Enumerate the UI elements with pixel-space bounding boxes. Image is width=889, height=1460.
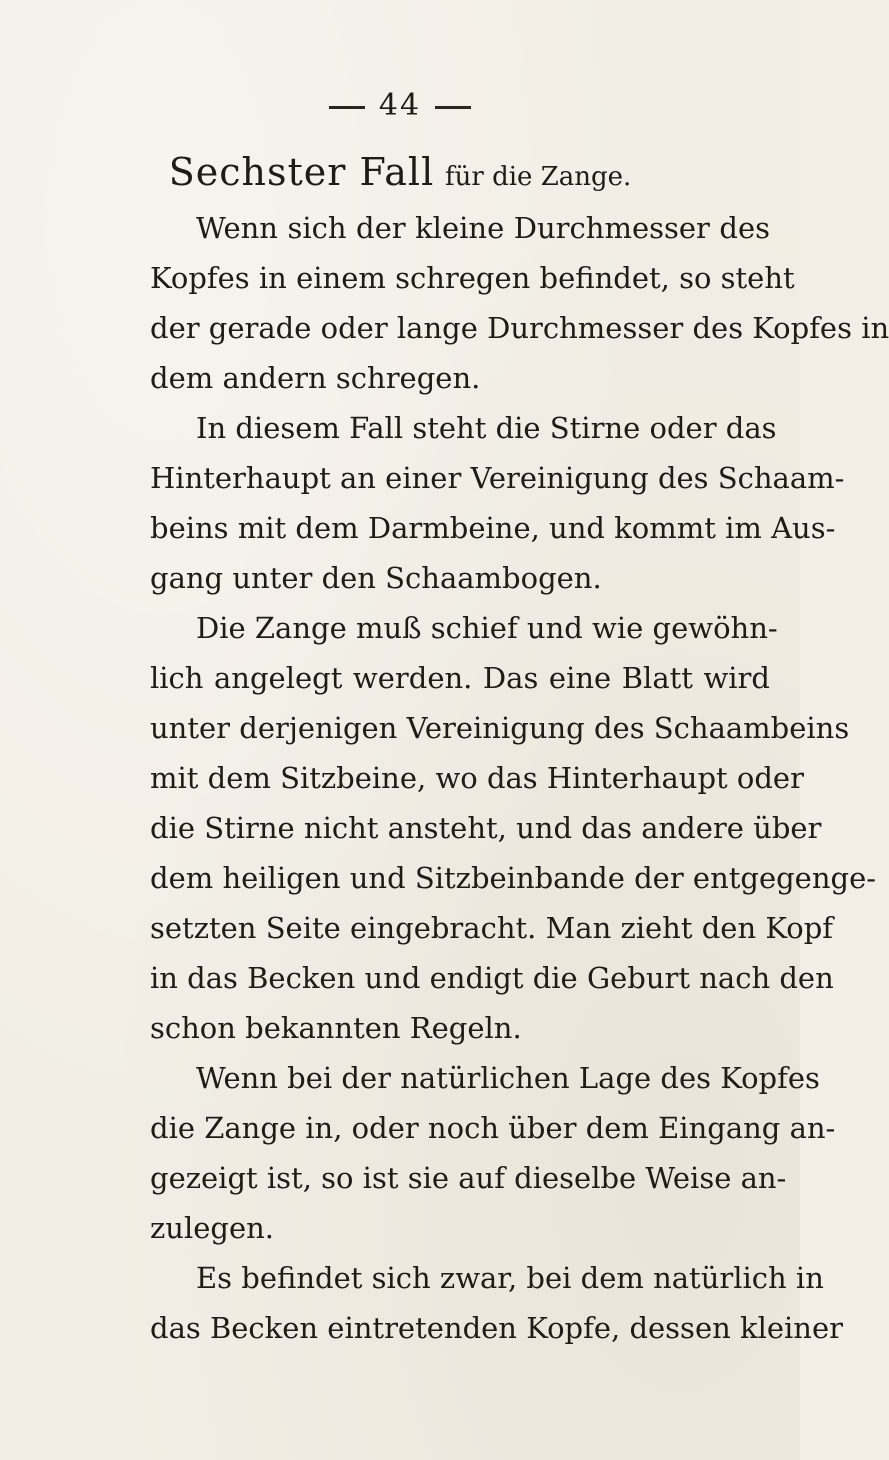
body-text	[150, 203, 889, 1353]
text-line: lich angelegt werden. Das eine Blatt wird	[150, 661, 770, 695]
text-line: dem heiligen und Sitzbeinbande der entgegenge-	[150, 861, 877, 895]
section-heading	[0, 150, 800, 199]
text-line: Es befindet sich zwar, bei dem natürlich in	[196, 1261, 824, 1295]
heading-subtitle: für die Zange.	[445, 162, 632, 192]
text-line: unter derjenigen Vereinigung des Schaambeins	[150, 711, 850, 745]
page-number	[0, 88, 800, 123]
text-line: Wenn sich der kleine Durchmesser des	[196, 211, 770, 245]
text-line: Hinterhaupt an einer Vereinigung des Schaam-	[150, 461, 845, 495]
text-line: gezeigt ist, so ist sie auf dieselbe Weise an-	[150, 1161, 787, 1195]
text-line: Wenn bei der natürlichen Lage des Kopfes	[196, 1061, 820, 1095]
page-number-value: 44	[378, 88, 422, 123]
text-line: In diesem Fall steht die Stirne oder das	[196, 411, 777, 445]
text-line: der gerade oder lange Durchmesser des Kopfes in	[150, 311, 889, 345]
text-line: die Zange in, oder noch über dem Eingang an-	[150, 1111, 836, 1145]
text-line: setzten Seite eingebracht. Man zieht den Kopf	[150, 911, 834, 945]
right-dash	[435, 106, 471, 109]
text-line: in das Becken und endigt die Geburt nach den	[150, 961, 834, 995]
text-line: dem andern schregen.	[150, 361, 481, 395]
text-line: zulegen.	[150, 1211, 275, 1245]
heading-title: Sechster Fall	[168, 150, 435, 194]
left-dash	[329, 106, 365, 109]
text-line: Kopfes in einem schregen befindet, so steht	[150, 261, 795, 295]
text-line: das Becken eintretenden Kopfe, dessen kleiner	[150, 1311, 843, 1345]
text-line: mit dem Sitzbeine, wo das Hinterhaupt oder	[150, 761, 804, 795]
text-line: gang unter den Schaambogen.	[150, 561, 602, 595]
text-line: beins mit dem Darmbeine, und kommt im Aus-	[150, 511, 836, 545]
text-line: schon bekannten Regeln.	[150, 1011, 522, 1045]
text-line: Die Zange muß schief und wie gewöhn-	[196, 611, 778, 645]
text-line: die Stirne nicht ansteht, und das andere über	[150, 811, 822, 845]
